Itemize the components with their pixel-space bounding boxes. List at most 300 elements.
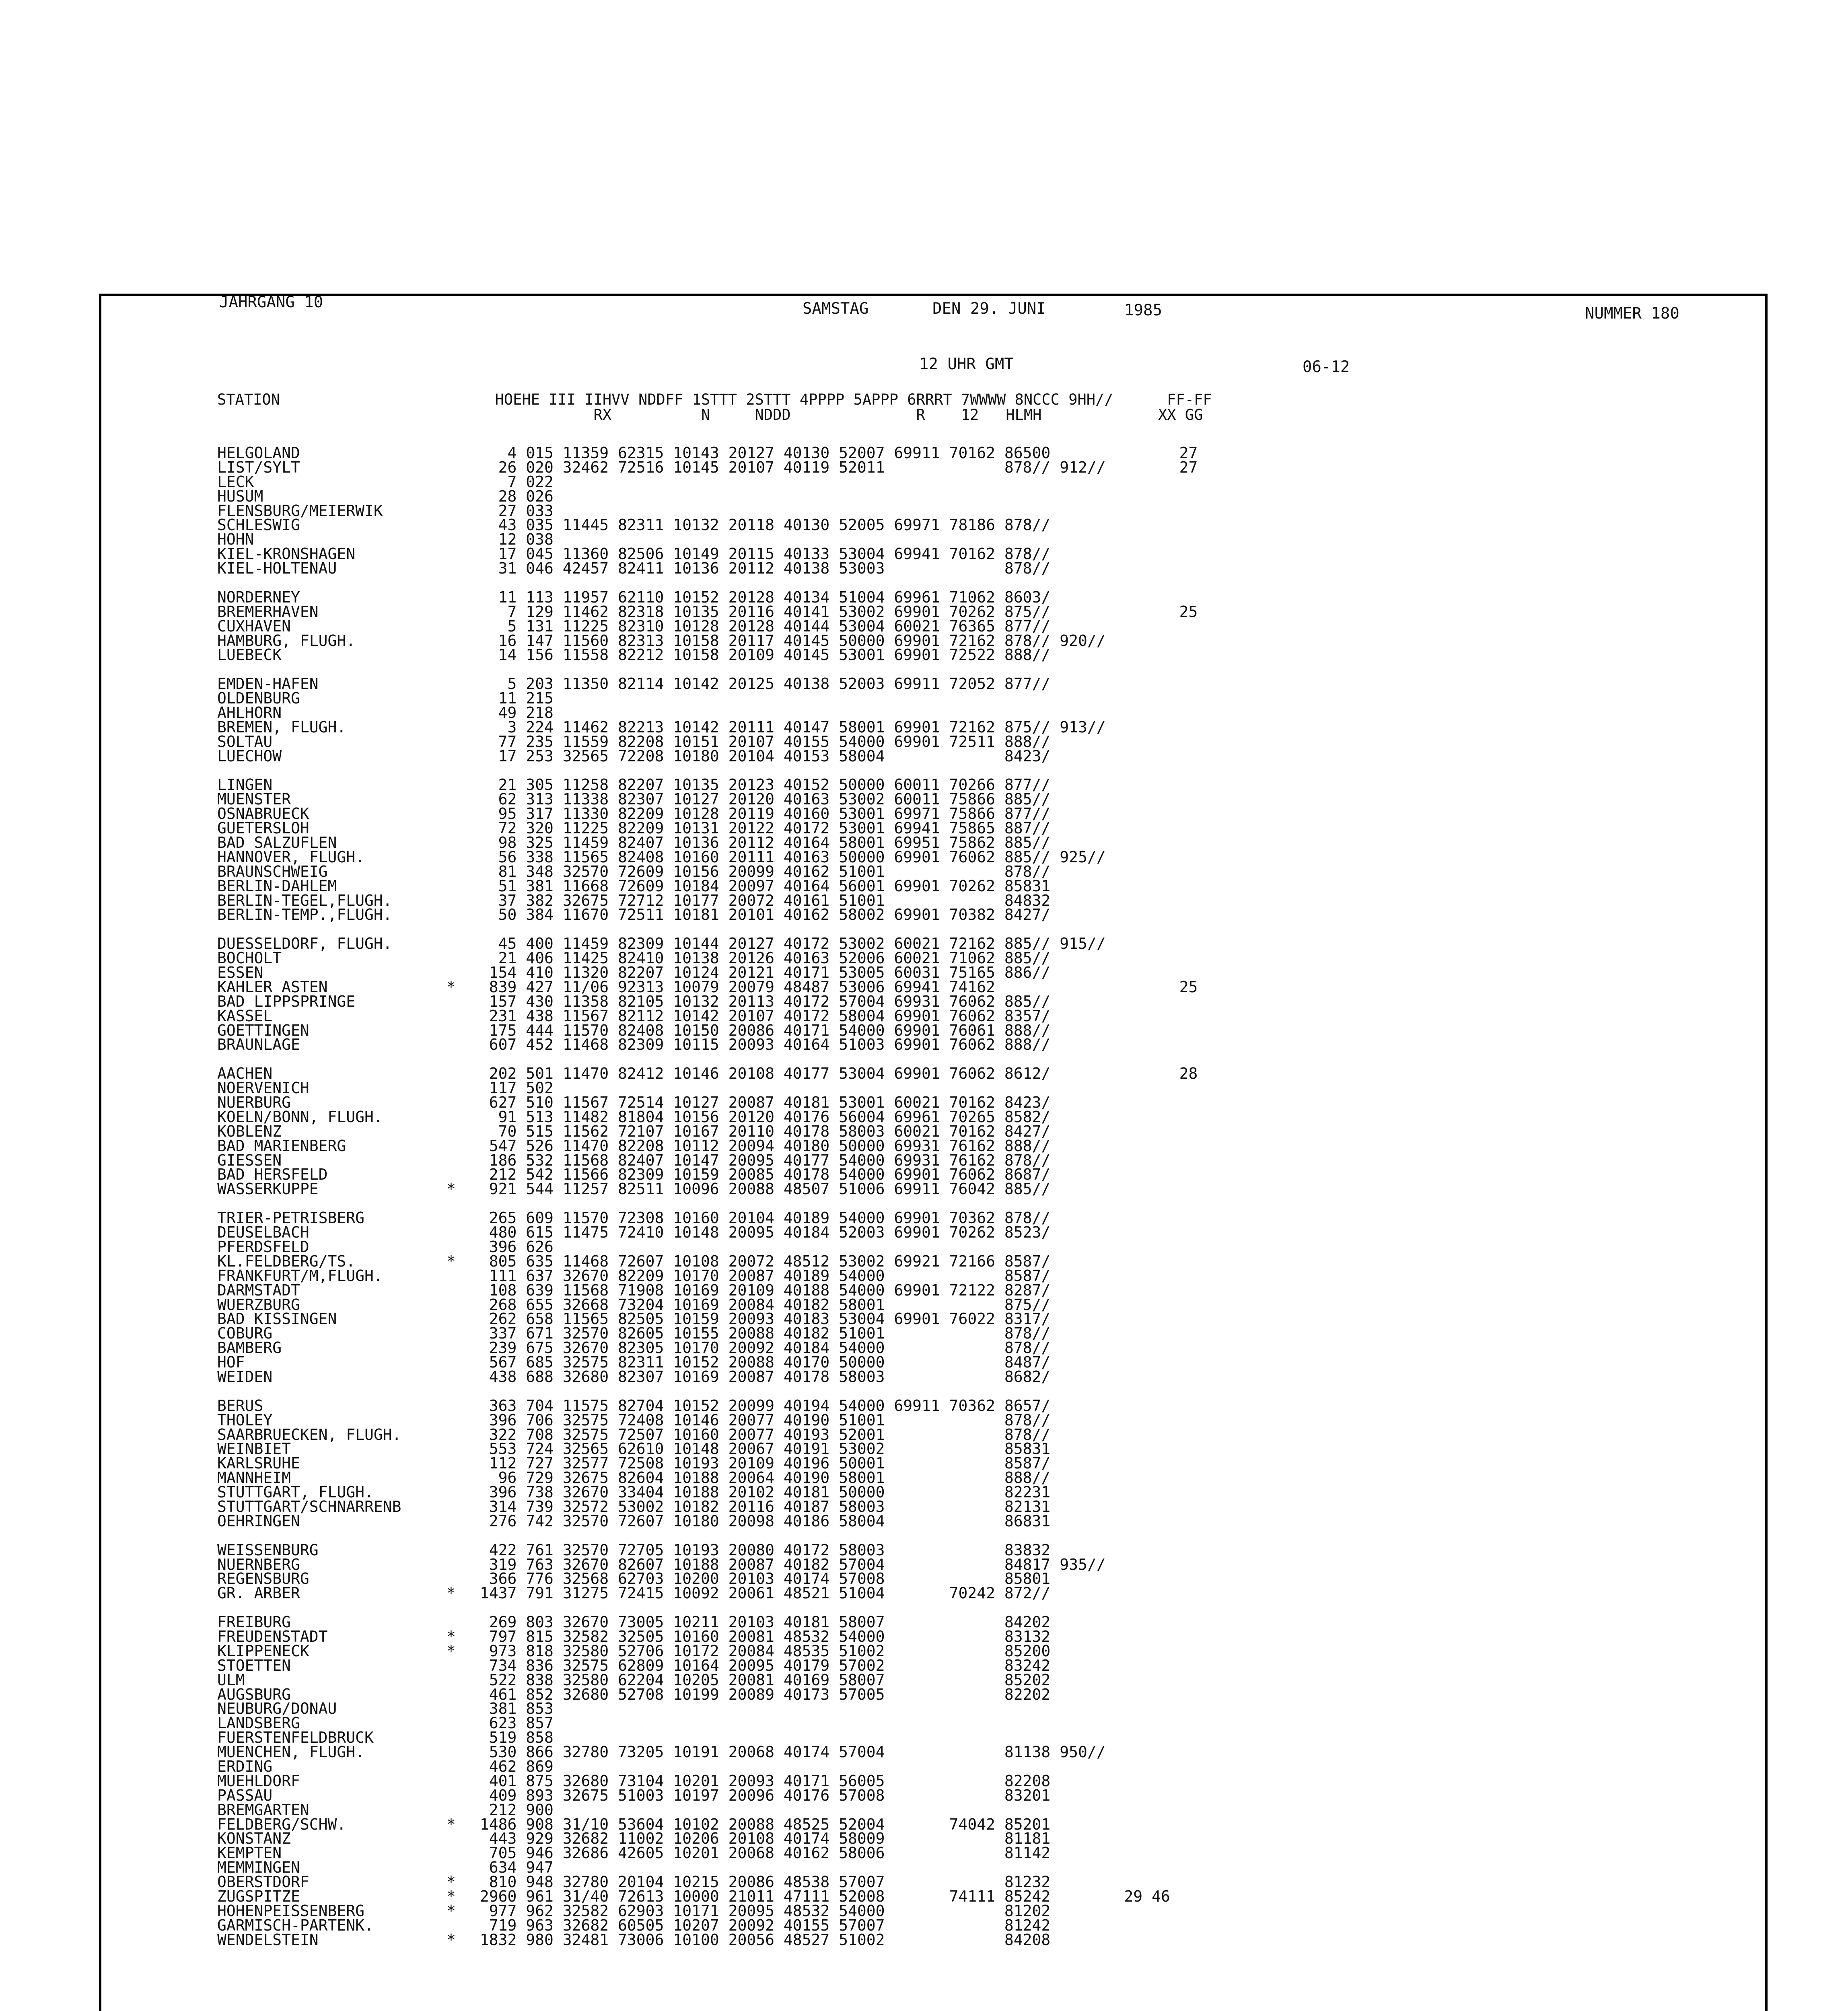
table-row — [217, 1023, 1198, 1038]
table-row — [217, 777, 1198, 792]
station-name: KIEL-HOLTENAU — [217, 559, 337, 578]
observation-values: 480 615 11475 72410 10148 20095 40184 52003 69901 70262 8523/ — [471, 1223, 1051, 1242]
station-name: KOBLENZ — [217, 1122, 282, 1140]
table-row — [217, 1153, 1198, 1168]
table-row — [217, 980, 1198, 994]
table-row — [217, 504, 1198, 518]
observation-values: 111 637 32670 82209 10170 20087 40189 54000 8587/ — [471, 1267, 1051, 1285]
observation-values: 56 338 11565 82408 10160 20111 40163 50000 69901 76062 885// 925// — [471, 848, 1106, 866]
station-name: LECK — [217, 473, 254, 491]
table-row — [217, 965, 1198, 980]
observation-values: 1486 908 31/10 53604 10102 20088 48525 52004 74042 85201 — [471, 1815, 1051, 1833]
observation-values: 422 761 32570 72705 10193 20080 40172 58003 83832 — [471, 1541, 1051, 1559]
mountain-marker: * — [447, 1815, 456, 1833]
station-name: AHLHORN — [217, 703, 282, 722]
table-row — [217, 677, 1198, 691]
table-row — [217, 1254, 1198, 1269]
column-header-line-1: STATION HOEHE III IIHVV NDDFF 1STTT 2STTT 4PPPP 5APPP 6RRRT 7WWWW 8NCCC 9HH// FF-FF — [217, 391, 1212, 408]
observation-values: 522 838 32580 62204 10205 20081 40169 58007 85202 — [471, 1671, 1051, 1689]
observation-values: 409 893 32675 51003 10197 20096 40176 57008 83201 — [471, 1786, 1051, 1804]
observation-values: 810 948 32780 20104 10215 20086 48538 57007 81232 — [471, 1873, 1051, 1891]
station-name: FRANKFURT/M,FLUGH. — [217, 1267, 383, 1285]
table-row — [217, 720, 1198, 734]
observation-values: 401 875 32680 73104 10201 20093 40171 56005 82208 — [471, 1772, 1051, 1790]
observation-values: 265 609 11570 72308 10160 20104 40189 54000 69901 70362 878// — [471, 1209, 1051, 1227]
table-row — [217, 893, 1198, 908]
station-name: FREUDENSTADT — [217, 1627, 328, 1645]
observation-values: 28 026 — [471, 487, 554, 505]
observation-values: 322 708 32575 72507 10160 20077 40193 52001 878// — [471, 1425, 1051, 1443]
station-name: SAARBRUECKEN, FLUGH. — [217, 1425, 401, 1443]
observation-values: 7 022 — [471, 473, 554, 491]
observation-values: 62 313 11338 82307 10127 20120 40163 53002 60011 75866 885// — [471, 790, 1051, 808]
table-row — [217, 1514, 1198, 1528]
table-row — [217, 576, 1198, 590]
table-row — [217, 1499, 1198, 1514]
station-name: HOHN — [217, 531, 254, 549]
mountain-marker: * — [447, 1888, 456, 1906]
station-name: PASSAU — [217, 1786, 273, 1804]
observation-values: 623 857 — [471, 1714, 554, 1732]
table-row — [217, 821, 1198, 835]
station-name: BREMEN, FLUGH. — [217, 718, 346, 736]
table-row — [217, 705, 1198, 720]
observation-values: 839 427 11/06 92313 10079 20079 48487 53006 69941 74162 25 — [471, 978, 1198, 996]
station-name: FELDBERG/SCHW. — [217, 1815, 346, 1833]
observation-values: 530 866 32780 73205 10191 20068 40174 57004 81138 950// — [471, 1743, 1106, 1761]
observation-values: 70 515 11562 72107 10167 20110 40178 58003 60021 70162 8427/ — [471, 1122, 1051, 1140]
table-row — [217, 1110, 1198, 1124]
table-row — [217, 1571, 1198, 1586]
observation-values: 212 900 — [471, 1801, 554, 1819]
table-row — [217, 806, 1198, 821]
table-row — [217, 1817, 1198, 1832]
observation-values: 921 544 11257 82511 10096 20088 48507 51006 69911 76042 885// — [471, 1180, 1051, 1198]
station-name: BAD HERSFELD — [217, 1166, 328, 1184]
station-name: BAD SALZUFLEN — [217, 834, 337, 851]
station-name: OBERSTDORF — [217, 1873, 309, 1891]
table-row — [217, 1759, 1198, 1774]
table-row — [217, 1384, 1198, 1398]
station-name: FREIBURG — [217, 1613, 291, 1631]
table-row — [217, 936, 1198, 951]
table-row — [217, 1673, 1198, 1687]
station-name: FLENSBURG/MEIERWIK — [217, 502, 383, 520]
station-name: HUSUM — [217, 487, 263, 505]
observation-values: 27 033 — [471, 502, 554, 520]
table-row — [217, 1413, 1198, 1427]
observation-values: 319 763 32670 82607 10188 20087 40182 57004 84817 935// — [471, 1555, 1106, 1573]
station-name: GIESSEN — [217, 1151, 282, 1169]
jahrgang-label: JAHRGANG 10 — [219, 293, 323, 311]
station-name: HANNOVER, FLUGH. — [217, 848, 365, 866]
station-name: OSNABRUECK — [217, 805, 309, 823]
observation-values: 547 526 11470 82208 10112 20094 40180 50000 69931 76162 888// — [471, 1137, 1051, 1155]
table-row — [217, 1600, 1198, 1615]
observation-values: 262 658 11565 82505 10159 20093 40183 53004 69901 76022 8317/ — [471, 1310, 1051, 1328]
station-name: OLDENBURG — [217, 689, 300, 707]
station-name: NUERBURG — [217, 1094, 291, 1112]
table-row — [217, 489, 1198, 504]
table-row — [217, 475, 1198, 489]
table-row — [217, 1788, 1198, 1803]
station-name: OEHRINGEN — [217, 1512, 300, 1530]
station-name: WASSERKUPPE — [217, 1180, 319, 1198]
observation-values: 21 406 11425 82410 10138 20126 40163 52006 60021 71062 885// — [471, 949, 1051, 967]
station-name: BAD MARIENBERG — [217, 1137, 346, 1155]
table-row — [217, 1009, 1198, 1023]
station-name: HELGOLAND — [217, 444, 300, 462]
table-row — [217, 1730, 1198, 1745]
observation-values: 31 046 42457 82411 10136 20112 40138 53003 878// — [471, 559, 1051, 578]
observation-values: 17 045 11360 82506 10149 20115 40133 53004 69941 70162 878// — [471, 545, 1051, 563]
observation-values: 719 963 32682 60505 10207 20092 40155 57007 81242 — [471, 1916, 1051, 1934]
table-row — [217, 1860, 1198, 1875]
observation-values: 21 305 11258 82207 10135 20123 40152 50000 60011 70266 877// — [471, 776, 1051, 794]
mountain-marker: * — [447, 1642, 456, 1660]
table-row — [217, 662, 1198, 677]
table-row — [217, 1312, 1198, 1326]
table-row — [217, 1427, 1198, 1442]
station-name: KASSEL — [217, 1007, 273, 1025]
observation-values: 797 815 32582 32505 10160 20081 48532 54000 83132 — [471, 1627, 1051, 1645]
observation-values: 3 224 11462 82213 10142 20111 40147 58001 69901 72162 875// 913// — [471, 718, 1106, 736]
station-name: GR. ARBER — [217, 1584, 300, 1602]
table-row — [217, 1543, 1198, 1557]
station-name: WEIDEN — [217, 1367, 273, 1386]
mountain-marker: * — [447, 1931, 456, 1949]
table-row — [217, 908, 1198, 922]
table-row — [217, 1095, 1198, 1110]
station-name: DEUSELBACH — [217, 1223, 309, 1242]
observation-values: 553 724 32565 62610 10148 20067 40191 53002 85831 — [471, 1440, 1051, 1458]
table-row — [217, 951, 1198, 965]
table-row — [217, 1369, 1198, 1384]
table-row — [217, 518, 1198, 532]
station-name: EMDEN-HAFEN — [217, 675, 319, 693]
observation-values: 26 020 32462 72516 10145 20107 40119 52011 878// 912// 27 — [471, 458, 1198, 476]
station-name: KARLSRUHE — [217, 1454, 300, 1472]
station-name: HOF — [217, 1353, 245, 1372]
observation-values: 43 035 11445 82311 10132 20118 40130 52005 69971 78186 878// — [471, 516, 1051, 534]
observation-values: 567 685 32575 82311 10152 20088 40170 50000 8487/ — [471, 1353, 1051, 1372]
station-name: BAMBERG — [217, 1339, 282, 1357]
table-row — [217, 1557, 1198, 1572]
table-row — [217, 792, 1198, 806]
table-row — [217, 1803, 1198, 1817]
station-name: STUTTGART, FLUGH. — [217, 1483, 374, 1501]
observation-values: 7 129 11462 82318 10135 20116 40141 53002 69901 70262 875// 25 — [471, 602, 1198, 621]
observation-values: 49 218 — [471, 703, 554, 722]
observation-values: 12 038 — [471, 531, 554, 549]
station-name: BERLIN-TEMP.,FLUGH. — [217, 906, 392, 924]
observation-values: 396 626 — [471, 1238, 554, 1256]
table-row — [217, 1774, 1198, 1788]
observation-values: 91 513 11482 81804 10156 20120 40176 56004 69961 70265 8582/ — [471, 1108, 1051, 1126]
station-name: MANNHEIM — [217, 1469, 291, 1487]
station-name: BAD KISSINGEN — [217, 1310, 337, 1328]
station-name: KAHLER ASTEN — [217, 978, 328, 996]
table-row — [217, 691, 1198, 705]
table-row — [217, 532, 1198, 547]
table-row — [217, 1398, 1198, 1413]
table-row — [217, 1644, 1198, 1658]
table-row — [217, 1485, 1198, 1499]
day-label: SAMSTAG — [803, 300, 869, 318]
station-table — [217, 446, 1198, 1947]
observation-values: 212 542 11566 82309 10159 20085 40178 54000 69901 76062 8687/ — [471, 1166, 1051, 1184]
observation-values: 239 675 32670 82305 10170 20092 40184 54000 878// — [471, 1339, 1051, 1357]
observation-values: 11 215 — [471, 689, 554, 707]
table-row — [217, 1196, 1198, 1211]
table-row — [217, 850, 1198, 864]
table-row — [217, 1038, 1198, 1052]
table-row — [217, 1225, 1198, 1240]
station-name: AACHEN — [217, 1065, 273, 1083]
station-name: PFERDSFELD — [217, 1238, 309, 1256]
station-name: KLIPPENECK — [217, 1642, 309, 1660]
table-row — [217, 1615, 1198, 1629]
observation-values: 705 946 32686 42605 10201 20068 40162 58006 81142 — [471, 1844, 1051, 1862]
mountain-marker: * — [447, 978, 456, 996]
station-name: TRIER-PETRISBERG — [217, 1209, 365, 1227]
observation-values: 81 348 32570 72609 10156 20099 40162 51001 878// — [471, 862, 1051, 880]
station-name: MEMMINGEN — [217, 1859, 300, 1877]
observation-values: 11 113 11957 62110 10152 20128 40134 51004 69961 71062 8603/ — [471, 588, 1051, 606]
station-name: BRAUNSCHWEIG — [217, 862, 328, 880]
observation-values: 37 382 32675 72712 10177 20072 40161 51001 84832 — [471, 891, 1051, 909]
table-row — [217, 1052, 1198, 1066]
observation-values: 72 320 11225 82209 10131 20122 40172 53001 69941 75865 887// — [471, 819, 1051, 837]
station-name: ESSEN — [217, 964, 263, 982]
observation-values: 462 869 — [471, 1758, 554, 1775]
mountain-marker: * — [447, 1902, 456, 1920]
table-row — [217, 1168, 1198, 1182]
station-name: NOERVENICH — [217, 1079, 309, 1097]
observation-values: 366 776 32568 62703 10200 20103 40174 57008 85801 — [471, 1570, 1051, 1588]
table-row — [217, 1081, 1198, 1095]
table-row — [217, 1269, 1198, 1283]
station-name: STUTTGART/SCHNARRENB — [217, 1497, 401, 1515]
table-row — [217, 1904, 1198, 1918]
table-row — [217, 1240, 1198, 1254]
mountain-marker: * — [447, 1873, 456, 1891]
observation-values: 50 384 11670 72511 10181 20101 40162 58002 69901 70382 8427/ — [471, 906, 1051, 924]
observation-values: 51 381 11668 72609 10184 20097 40164 56001 69901 70262 85831 — [471, 877, 1051, 895]
table-row — [217, 1456, 1198, 1470]
period-label: 06-12 — [1303, 358, 1350, 376]
table-row — [217, 547, 1198, 561]
table-row — [217, 1353, 1198, 1372]
station-name: BERLIN-DAHLEM — [217, 877, 337, 895]
table-row — [217, 1629, 1198, 1644]
station-name: MUEHLDORF — [217, 1772, 300, 1790]
table-row — [217, 734, 1198, 749]
observation-values: 77 235 11559 82208 10151 20107 40155 54000 69901 72511 888// — [471, 732, 1051, 751]
station-name: SOLTAU — [217, 732, 273, 751]
observation-values: 337 671 32570 82605 10155 20088 40182 51001 878// — [471, 1324, 1051, 1343]
table-row — [217, 835, 1198, 850]
date-label: DEN 29. JUNI — [932, 300, 1046, 318]
year-label: 1985 — [1124, 301, 1162, 319]
table-row — [217, 619, 1198, 633]
station-name: DUESSELDORF, FLUGH. — [217, 935, 392, 953]
station-name: KIEL-KRONSHAGEN — [217, 545, 356, 563]
observation-values: 202 501 11470 82412 10146 20108 40177 53004 69901 76062 8612/ 28 — [471, 1065, 1198, 1083]
station-name: WEISSENBURG — [217, 1541, 319, 1559]
table-row — [217, 1139, 1198, 1153]
table-row — [217, 1658, 1198, 1673]
station-name: HOHENPEISSENBERG — [217, 1902, 365, 1920]
observation-values: 112 727 32577 72508 10193 20109 40196 50001 8587/ — [471, 1454, 1051, 1472]
observation-values: 276 742 32570 72607 10180 20098 40186 58004 86831 — [471, 1512, 1051, 1530]
station-name: ZUGSPITZE — [217, 1888, 300, 1906]
observation-values: 269 803 32670 73005 10211 20103 40181 58007 84202 — [471, 1613, 1051, 1631]
station-name: COBURG — [217, 1324, 273, 1343]
table-row — [217, 1283, 1198, 1297]
table-row — [217, 1182, 1198, 1196]
table-row — [217, 1918, 1198, 1933]
station-name: KONSTANZ — [217, 1830, 291, 1848]
station-name: LINGEN — [217, 776, 273, 794]
observation-values: 45 400 11459 82309 10144 20127 40172 53002 60021 72162 885// 915// — [471, 935, 1106, 953]
station-name: THOLEY — [217, 1411, 273, 1429]
table-row — [217, 1889, 1198, 1904]
observation-values: 5 203 11350 82114 10142 20125 40138 52003 69911 72052 877// — [471, 675, 1051, 693]
station-name: BERUS — [217, 1396, 263, 1415]
station-name: WUERZBURG — [217, 1295, 300, 1314]
table-row — [217, 922, 1198, 936]
observation-values: 396 738 32670 33404 10188 20102 40181 50000 82231 — [471, 1483, 1051, 1501]
station-name: BAD LIPPSPRINGE — [217, 992, 356, 1010]
station-name: GOETTINGEN — [217, 1021, 309, 1039]
table-row — [217, 1066, 1198, 1081]
station-name: NORDERNEY — [217, 588, 300, 606]
table-row — [217, 633, 1198, 648]
observation-values: 973 818 32580 52706 10172 20084 48535 51002 85200 — [471, 1642, 1051, 1660]
station-name: LIST/SYLT — [217, 458, 300, 476]
table-row — [217, 1875, 1198, 1889]
observation-values: 17 253 32565 72208 10180 20104 40153 58004 8423/ — [471, 747, 1051, 765]
observation-values: 268 655 32668 73204 10169 20084 40182 58001 875// — [471, 1295, 1051, 1314]
observation-values: 438 688 32680 82307 10169 20087 40178 58003 8682/ — [471, 1367, 1051, 1386]
observation-values: 117 502 — [471, 1079, 554, 1097]
observation-values: 627 510 11567 72514 10127 20087 40181 53001 60021 70162 8423/ — [471, 1094, 1051, 1112]
table-row — [217, 446, 1198, 460]
table-row — [217, 864, 1198, 879]
table-row — [217, 879, 1198, 893]
table-row — [217, 1124, 1198, 1139]
table-row — [217, 590, 1198, 605]
observation-values: 186 532 11568 82407 10147 20095 40177 54000 69931 76162 878// — [471, 1151, 1051, 1169]
table-row — [217, 749, 1198, 763]
observation-values: 96 729 32675 82604 10188 20064 40190 58001 888// — [471, 1469, 1051, 1487]
station-name: MUENSTER — [217, 790, 291, 808]
station-name: STOETTEN — [217, 1656, 291, 1674]
mountain-marker: * — [447, 1252, 456, 1270]
mountain-marker: * — [447, 1584, 456, 1602]
table-row — [217, 1586, 1198, 1600]
table-row — [217, 1341, 1198, 1355]
station-name: CUXHAVEN — [217, 617, 291, 635]
table-row — [217, 561, 1198, 576]
mountain-marker: * — [447, 1180, 456, 1198]
observation-values: 805 635 11468 72607 10108 20072 48512 53002 69921 72166 8587/ — [471, 1252, 1051, 1270]
table-row — [217, 1745, 1198, 1759]
station-name: NEUBURG/DONAU — [217, 1700, 337, 1718]
observation-values: 175 444 11570 82408 10150 20086 40171 54000 69901 76061 888// — [471, 1021, 1051, 1039]
station-name: ULM — [217, 1671, 245, 1689]
column-headers — [217, 392, 1212, 423]
observation-values: 519 858 — [471, 1729, 554, 1747]
observation-values: 4 015 11359 62315 10143 20127 40130 52007 69911 70162 86500 27 — [471, 444, 1198, 462]
station-name: LANDSBERG — [217, 1714, 300, 1732]
station-name: KL.FELDBERG/TS. — [217, 1252, 356, 1270]
station-name: BREMERHAVEN — [217, 602, 319, 621]
table-row — [217, 1297, 1198, 1312]
observation-values: 5 131 11225 82310 10128 20128 40144 53004 60021 76365 877// — [471, 617, 1051, 635]
observation-values: 363 704 11575 82704 10152 20099 40194 54000 69911 70362 8657/ — [471, 1396, 1051, 1415]
station-name: WEINBIET — [217, 1440, 291, 1458]
observation-values: 634 947 — [471, 1859, 554, 1877]
table-row — [217, 602, 1198, 621]
observation-values: 16 147 11560 82313 10158 20117 40145 50000 69901 72162 878// 920// — [471, 631, 1106, 650]
observation-values: 98 325 11459 82407 10136 20112 40164 58001 69951 75862 885// — [471, 834, 1051, 851]
station-name: MUENCHEN, FLUGH. — [217, 1743, 365, 1761]
observation-values: 607 452 11468 82309 10115 20093 40164 51003 69901 76062 888// — [471, 1036, 1051, 1054]
station-name: LUECHOW — [217, 747, 282, 765]
observation-values: 154 410 11320 82207 10124 20121 40171 53005 60031 75165 886// — [471, 964, 1051, 982]
issue-number: NUMMER 180 — [1585, 304, 1679, 323]
station-name: NUERNBERG — [217, 1555, 300, 1573]
station-name: REGENSBURG — [217, 1570, 309, 1588]
table-row — [217, 1846, 1198, 1860]
observation-values: 396 706 32575 72408 10146 20077 40190 51001 878// — [471, 1411, 1051, 1429]
station-name: BOCHOLT — [217, 949, 282, 967]
observation-values: 14 156 11558 82212 10158 20109 40145 53001 69901 72522 888// — [471, 646, 1051, 664]
station-name: LUEBECK — [217, 646, 282, 664]
table-row — [217, 1832, 1198, 1846]
observation-values: 157 430 11358 82105 10132 20113 40172 57004 69931 76062 885// — [471, 992, 1051, 1010]
observation-values: 977 962 32582 62903 10171 20095 48532 54000 81202 — [471, 1902, 1051, 1920]
table-row — [217, 1326, 1198, 1341]
table-row — [217, 1933, 1198, 1947]
table-row — [217, 994, 1198, 1009]
observation-values: 734 836 32575 62809 10164 20095 40179 57002 83242 — [471, 1656, 1051, 1674]
station-name: WENDELSTEIN — [217, 1931, 319, 1949]
observation-time: 12 UHR GMT — [919, 355, 1014, 373]
station-name: HAMBURG, FLUGH. — [217, 631, 356, 650]
station-name: DARMSTADT — [217, 1281, 300, 1299]
station-name: AUGSBURG — [217, 1685, 291, 1703]
station-name: KEMPTEN — [217, 1844, 282, 1862]
observation-values: 461 852 32680 52708 10199 20089 40173 57005 82202 — [471, 1685, 1051, 1703]
station-name: GARMISCH-PARTENK. — [217, 1916, 374, 1934]
table-row — [217, 763, 1198, 778]
station-name: BREMGARTEN — [217, 1801, 309, 1819]
station-name: GUETERSLOH — [217, 819, 309, 837]
table-row — [217, 1687, 1198, 1702]
observation-values: 231 438 11567 82112 10142 20107 40172 58004 69901 76062 8357/ — [471, 1007, 1051, 1025]
observation-values: 381 853 — [471, 1700, 554, 1718]
table-row — [217, 1211, 1198, 1225]
station-name: FUERSTENFELDBRUCK — [217, 1729, 374, 1747]
table-row — [217, 648, 1198, 662]
observation-values: 314 739 32572 53002 10182 20116 40187 58003 82131 — [471, 1497, 1051, 1515]
observation-values: 95 317 11330 82209 10128 20119 40160 53001 69971 75866 877// — [471, 805, 1051, 823]
station-name: ERDING — [217, 1758, 273, 1775]
table-row — [217, 1528, 1198, 1543]
